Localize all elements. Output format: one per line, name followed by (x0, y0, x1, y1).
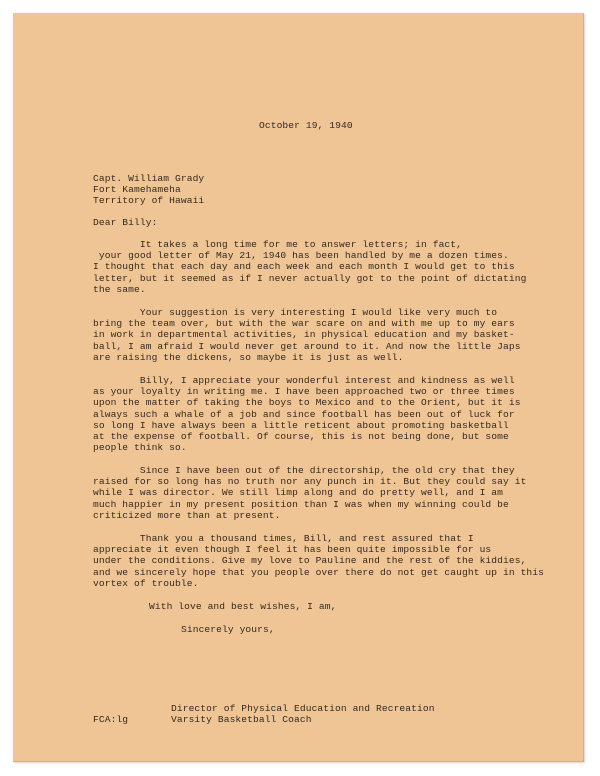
recipient-territory: Territory of Hawaii (93, 195, 205, 206)
salutation: Dear Billy: (93, 217, 158, 228)
recipient-name: Capt. William Grady (93, 173, 205, 184)
typist-initials: FCA:lg (93, 714, 129, 725)
body-paragraph: Since I have been out of the directorship, the old cry that they raised for so long has no truth nor any punch in it. But they could say it while I was director. We still limp along and do pretty well, and I am much happier in my present position than I was when my winning could be criticized more than at present. (93, 465, 527, 521)
complimentary-close: Sincerely yours, (181, 624, 275, 635)
letter-date: October 19, 1940 (259, 120, 353, 131)
closing-line: With love and best wishes, I am, (149, 601, 337, 612)
signature-title-director: Director of Physical Education and Recreation (171, 703, 435, 714)
signature-title-coach: Varsity Basketball Coach (171, 714, 312, 725)
body-paragraph: It takes a long time for me to answer letters; in fact, your good letter of May 21, 1940 has been handled by me a dozen times. I thought that each day and each week and each month I would get to this letter, but it seemed as if I never actually got to the point of dictating the same. (93, 239, 527, 295)
body-paragraph: Billy, I appreciate your wonderful interest and kindness as well as your loyalty in writing me. I have been approached two or three times upon the matter of taking the boys to Mexico and to the Orient, but it is always such a whale of a job and since football has been out of luck for so long I have always been a little reticent about promoting basketball at the expense of football. Of course, this is not being done, but some people think so. (93, 375, 521, 454)
recipient-location: Fort Kamehameha (93, 184, 181, 195)
body-paragraph: Thank you a thousand times, Bill, and rest assured that I appreciate it even though I feel it has been quite impossible for us under the conditions. Give my love to Pauline and the rest of the kiddies, and we sincerely hope that you people over there do not get caught up in this vortex of trouble. (93, 533, 545, 589)
body-paragraph: Your suggestion is very interesting I would like very much to bring the team over, but with the war scare on and with me up to my ears in work in departmental activities, in physical education and my basket- ball, I am afraid I would never get around to it. And now the little Japs are raising the dickens, so maybe it is just as well. (93, 307, 521, 363)
